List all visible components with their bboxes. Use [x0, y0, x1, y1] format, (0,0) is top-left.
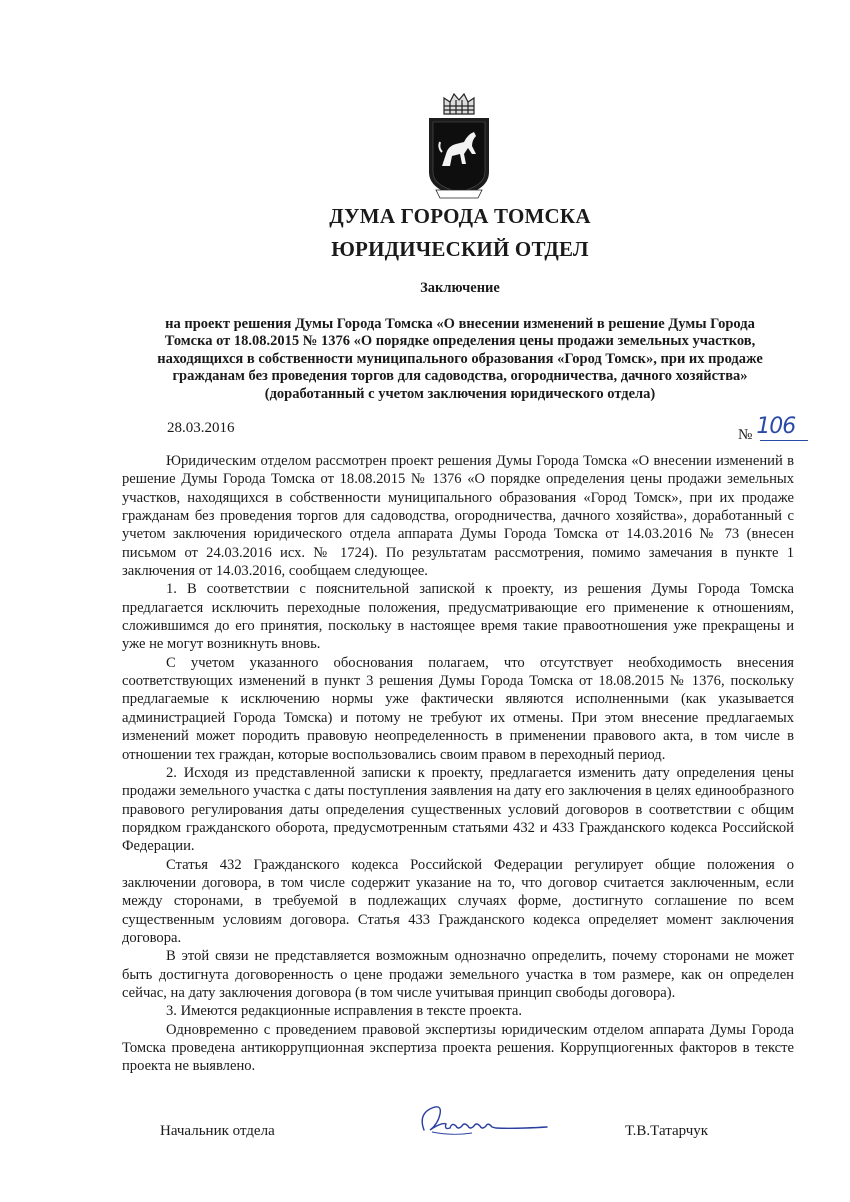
document-number [738, 414, 796, 445]
handwritten-signature-icon [412, 1100, 552, 1142]
document-body [122, 452, 794, 1076]
subject-line: Томска от 18.08.2015 № 1376 «О порядке определения цены продажи земельных участков, [164, 333, 756, 350]
body-paragraph: Статья 432 Гражданского кодекса Российской Федерации регулирует общие положения о заключении договора, в том числе содержит указание на то, что договор считается заключенным, если между сторонами, в требуемой в подлежащих случаях форме, достигнуто соглашение по всем существенным условиям договора. Статья 433 Гражданского кодекса определяет момент заключения договора. [122, 856, 794, 946]
body-paragraph: С учетом указанного обоснования полагаем, что отсутствует необходимость внесения соответствующих изменений в пункт 3 решения Думы Города Томска от 18.08.2015 № 1376, поскольку предлагаемые к исключению нормы уже фактически являются исполненными (как указывается администрацией Города Томска) и потому не требуют их отмены. При этом внесение предлагаемых изменений может породить правовую неопределенность в применении правового акта, в том числе в отношении тех граждан, которые воспользовались своим правом в переходный период. [122, 654, 794, 763]
tomsk-coat-of-arms-icon [424, 92, 494, 202]
subject-line: находящихся в собственности муниципального образования «Город Томск», при их продаже [157, 350, 763, 367]
number-value: 106 [756, 414, 796, 439]
subject-line: на проект решения Думы Города Томска «О внесении изменений в решение Думы Города [165, 316, 755, 332]
document-subject [120, 316, 800, 403]
org-name: ДУМА ГОРОДА ТОМСКА [329, 204, 591, 228]
number-underline [760, 440, 808, 441]
body-paragraph: В этой связи не представляется возможным однозначно определить, почему сторонами не может быть достигнута договоренность о цене продажи земельного участка в том размере, как он определен сейчас, на дату заключения договора (в том числе учитывая принцип свободы договора). [122, 948, 794, 1001]
subject-line: (доработанный с учетом заключения юридического отдела) [264, 385, 656, 402]
signer-position: Начальник отдела [160, 1123, 275, 1139]
document-date: 28.03.2016 [167, 420, 235, 436]
body-paragraph: 1. В соответствии с пояснительной запиской к проекту, из решения Думы Города Томска предлагается исключить переходные положения, предусматривающие его применение к отношениям, сложившимся до его принятия, поскольку в настоящее время такие правоотношения уже прекращены и уже не могут возникнуть вновь. [122, 581, 794, 653]
body-paragraph: Одновременно с проведением правовой экспертизы юридическим отделом аппарата Думы Города Томска проведена антикоррупционная экспертиза проекта решения. Коррупциогенных факторов в тексте проекта не выявлено. [122, 1021, 794, 1075]
number-label: № [738, 427, 753, 443]
department-name: ЮРИДИЧЕСКИЙ ОТДЕЛ [331, 237, 589, 261]
body-paragraph: Юридическим отделом рассмотрен проект решения Думы Города Томска «О внесении изменений в решение Думы Города Томска от 18.08.2015 № 1376 «О порядке определения цены продажи земельных участков, находящихся в собственности муниципального образования «Город Томск», при их продаже гражданам без проведения торгов для садоводства, огородничества, дачного хозяйства», доработанный с учетом заключения юридического отдела аппарата Думы Города Томска от 14.03.2016 № 73 (внесен письмом от 24.03.2016 исх. № 1724). По результатам рассмотрения, помимо замечания в пункте 1 заключения от 14.03.2016, сообщаем следующее. [122, 453, 794, 580]
subject-line: гражданам без проведения торгов для садоводства, огородничества, дачного хозяйства» [172, 368, 748, 385]
body-paragraph: 3. Имеются редакционные исправления в тексте проекта. [166, 1003, 523, 1020]
document-type: Заключение [420, 280, 500, 296]
signer-name: Т.В.Татарчук [625, 1123, 709, 1139]
body-paragraph: 2. Исходя из представленной записки к проекту, предлагается изменить дату определения цены продажи земельного участка с даты поступления заявления на дату его заключения в целях единообразного правового регулирования даты определения существенных условий договоров в соответствии с общим порядком гражданского оборота, предусмотренным статьями 432 и 433 Гражданского кодекса Российской Федерации. [122, 764, 794, 855]
